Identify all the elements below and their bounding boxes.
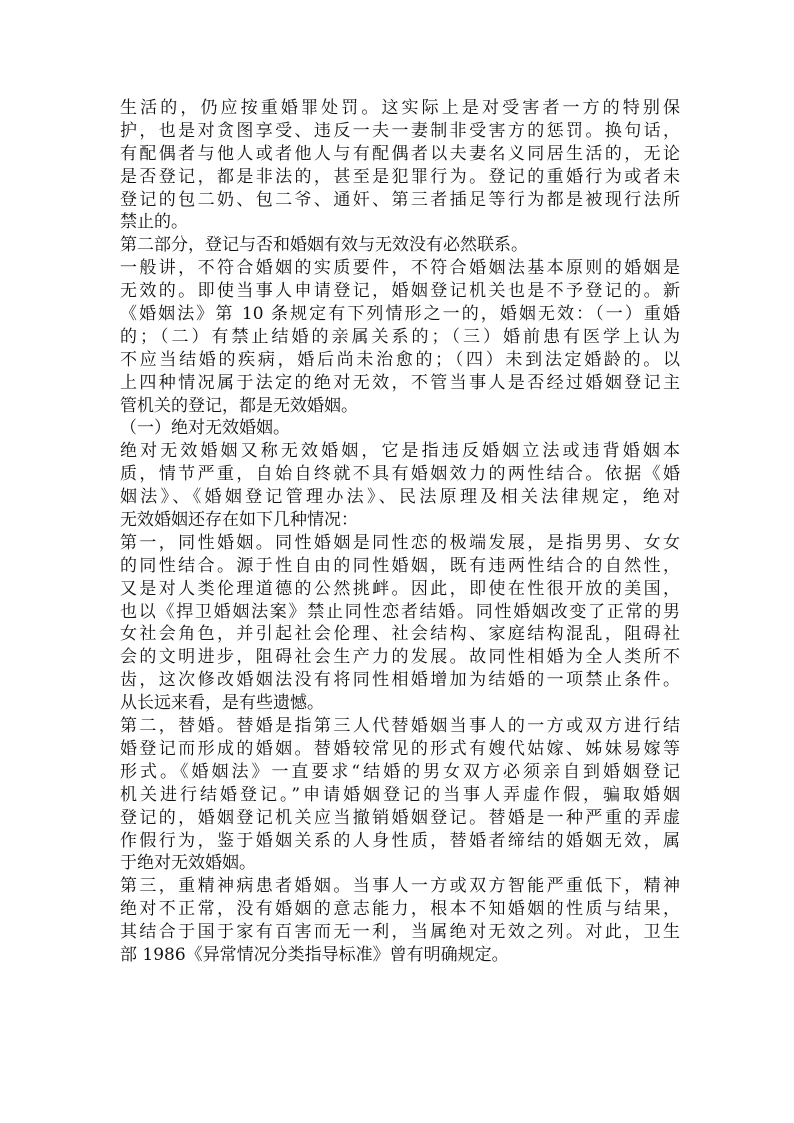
text-line: 无效的。即使当事人申请登记，婚姻登记机关也是不予登记的。新 <box>120 281 680 302</box>
text-line: 于绝对无效婚姻。 <box>120 853 256 874</box>
text-line: 质，情节严重，自始自终就不具有婚姻效力的两性结合。依据《婚 <box>120 464 680 485</box>
text-line: 禁止的。 <box>120 212 188 233</box>
text-line: 也以《捍卫婚姻法案》禁止同性恋者结婚。同性婚姻改变了正常的男 <box>120 601 680 622</box>
text-line: 上四种情况属于法定的绝对无效，不管当事人是否经过婚姻登记主 <box>120 372 680 393</box>
text-line: 第二部分，登记与否和婚姻有效与无效没有必然联系。 <box>120 235 528 256</box>
text-line: 有配偶者与他人或者他人与有配偶者以夫妻名义同居生活的，无论 <box>120 143 680 164</box>
text-line: 婚登记而形成的婚姻。替婚较常见的形式有嫂代姑嫁、姊妹易嫁等 <box>120 738 680 759</box>
text-line: 的同性结合。源于性自由的同性婚姻，既有违两性结合的自然性， <box>120 555 680 576</box>
text-line: 姻法》、《婚姻登记管理办法》、民法原理及相关法律规定，绝对 <box>120 487 680 508</box>
text-line: 第三，重精神病患者婚姻。当事人一方或双方智能严重低下，精神 <box>120 876 680 897</box>
text-line: 第一，同性婚姻。同性婚姻是同性恋的极端发展，是指男男、女女 <box>120 532 680 553</box>
text-line: 绝对不正常，没有婚姻的意志能力，根本不知婚姻的性质与结果， <box>120 899 680 920</box>
text-line: 一般讲，不符合婚姻的实质要件，不符合婚姻法基本原则的婚姻是 <box>120 258 680 279</box>
text-line: 的；（二）有禁止结婚的亲属关系的；（三）婚前患有医学上认为 <box>120 326 680 347</box>
text-line: 从长远来看，是有些遗憾。 <box>120 693 324 714</box>
text-line: 绝对无效婚姻又称无效婚姻，它是指违反婚姻立法或违背婚姻本 <box>120 441 680 462</box>
text-line: 会的文明进步，阻碍社会生产力的发展。故同性相婚为全人类所不 <box>120 647 680 668</box>
text-line: 形式。《婚姻法》一直要求“结婚的男女双方必须亲自到婚姻登记 <box>120 761 680 782</box>
text-line: 部 1986《异常情况分类指导标准》曾有明确规定。 <box>120 944 509 965</box>
text-line: 登记的包二奶、包二爷、通奸、第三者插足等行为都是被现行法所 <box>120 189 680 210</box>
text-line: 其结合于国于家有百害而无一利，当属绝对无效之列。对此，卫生 <box>120 922 680 943</box>
text-line: 护，也是对贪图享受、违反一夫一妻制非受害方的惩罚。换句话， <box>120 120 680 141</box>
text-line: 无效婚姻还存在如下几种情况： <box>120 510 358 531</box>
text-line: 第二，替婚。替婚是指第三人代替婚姻当事人的一方或双方进行结 <box>120 716 680 737</box>
text-line: 登记的，婚姻登记机关应当撤销婚姻登记。替婚是一种严重的弄虚 <box>120 807 680 828</box>
document-body <box>120 97 680 967</box>
text-line: 作假行为，鉴于婚姻关系的人身性质，替婚者缔结的婚姻无效，属 <box>120 830 680 851</box>
text-line: 机关进行结婚登记。”申请婚姻登记的当事人弄虚作假，骗取婚姻 <box>120 784 680 805</box>
text-line: 生活的，仍应按重婚罪处罚。这实际上是对受害者一方的特别保 <box>120 98 680 118</box>
text-line: 又是对人类伦理道德的公然挑衅。因此，即使在性很开放的美国， <box>120 578 680 599</box>
text-line: （一）绝对无效婚姻。 <box>120 418 290 439</box>
text-line: 女社会角色，并引起社会伦理、社会结构、家庭结构混乱，阻碍社 <box>120 624 680 645</box>
text-line: 管机关的登记，都是无效婚姻。 <box>120 395 358 416</box>
text-line: 不应当结婚的疾病，婚后尚未治愈的；（四）未到法定婚龄的。以 <box>120 349 680 370</box>
text-line: 是否登记，都是非法的，甚至是犯罪行为。登记的重婚行为或者未 <box>120 166 680 187</box>
text-line: 齿，这次修改婚姻法没有将同性相婚增加为结婚的一项禁止条件。 <box>120 670 680 691</box>
text-line: 《婚姻法》第 10 条规定有下列情形之一的，婚姻无效：（一）重婚 <box>120 304 680 325</box>
